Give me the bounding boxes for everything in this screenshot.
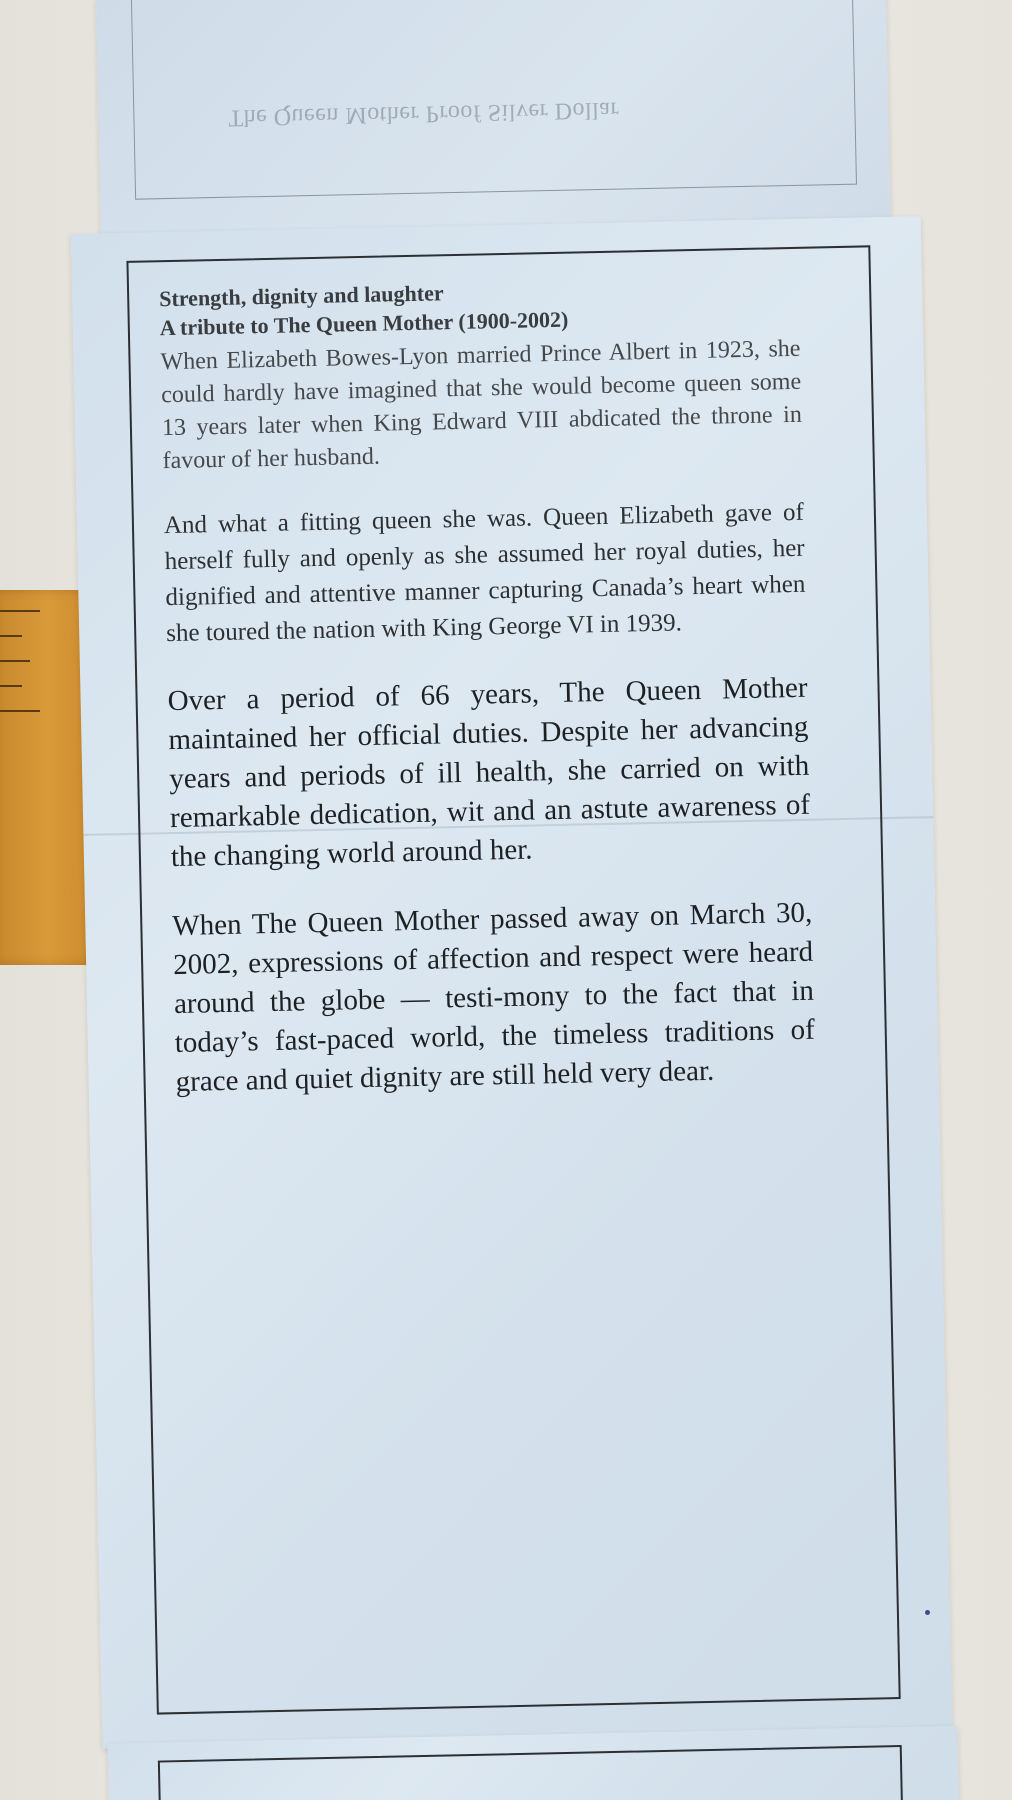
leaflet-top-panel bbox=[96, 0, 891, 233]
leaflet-main-panel bbox=[71, 216, 953, 1748]
heading-line-1: Strength, dignity and laughter bbox=[158, 280, 444, 312]
ink-dot bbox=[925, 1610, 930, 1615]
show-through-text: The Queen Mother Proof Silver Dollar bbox=[228, 96, 620, 131]
paragraph-4: When The Queen Mother passed away on March 30, 2002, expressions of affection and respect were heard around the globe — testi-mony to the fact that in today’s fast-paced world, the timeless traditions of grace and quiet dignity are still held very dear. bbox=[172, 896, 816, 1099]
paragraph-3: Over a period of 66 years, The Queen Mother maintained her official duties. Despite her advancing years and periods of ill health, she carried on with remarkable dedication, wit and an astute awareness of the changing world around her. bbox=[167, 671, 811, 874]
paragraph-2: And what a fitting queen she was. Queen Elizabeth gave of herself fully and openly as she assumed her royal duties, her dignified and attentive manner capturing Canada’s heart when she toured the nation with King George VI in 1939. bbox=[163, 498, 806, 648]
bottom-panel-frame bbox=[158, 1745, 905, 1800]
tribute-text bbox=[159, 271, 817, 1132]
paragraph-1: When Elizabeth Bowes-Lyon married Prince Albert in 1923, she could hardly have imagined that she would become queen some 13 years later when King Edward VIII abdicated the throne in favour of her husband. bbox=[160, 335, 803, 475]
ruler-ticks bbox=[0, 590, 60, 965]
heading-line-2: A tribute to The Queen Mother (1900-2002) bbox=[159, 306, 569, 341]
text-frame bbox=[126, 245, 900, 1714]
leaflet bbox=[41, 0, 979, 1800]
